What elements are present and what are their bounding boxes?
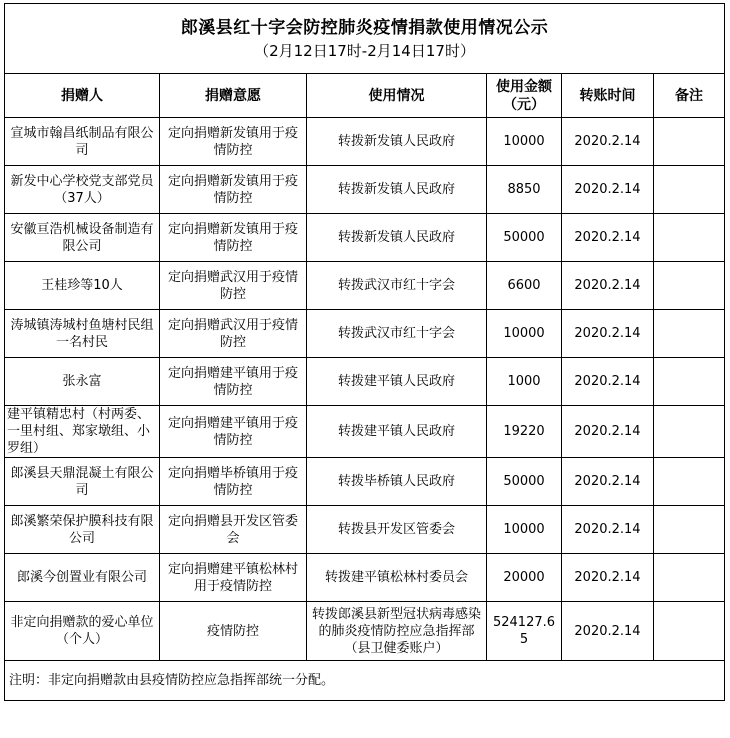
amount-cell: 10000: [487, 118, 562, 166]
note-cell: [654, 602, 725, 661]
date-cell: 2020.2.14: [562, 554, 654, 602]
date-cell: 2020.2.14: [562, 166, 654, 214]
note-cell: [654, 554, 725, 602]
header-row: [5, 74, 725, 118]
column-header-donor: 捐赠人: [5, 74, 160, 118]
note-cell: [654, 458, 725, 506]
date-cell: 2020.2.14: [562, 602, 654, 661]
amount-cell: 50000: [487, 214, 562, 262]
amount-cell: 524127.65: [487, 602, 562, 661]
amount-cell: 50000: [487, 458, 562, 506]
intent-cell: 疫情防控: [160, 602, 307, 661]
donor-cell: 非定向捐赠款的爱心单位（个人）: [5, 602, 160, 661]
table-row: [5, 214, 725, 262]
table-row: [5, 458, 725, 506]
amount-cell: 1000: [487, 358, 562, 406]
note-cell: [654, 358, 725, 406]
donor-cell: 宣城市翰昌纸制品有限公司: [5, 118, 160, 166]
date-cell: 2020.2.14: [562, 262, 654, 310]
usage-cell: 转拨建平镇人民政府: [307, 406, 487, 458]
table-row: [5, 554, 725, 602]
column-header-usage: 使用情况: [307, 74, 487, 118]
table-row: [5, 166, 725, 214]
usage-cell: 转拨建平镇人民政府: [307, 358, 487, 406]
date-cell: 2020.2.14: [562, 310, 654, 358]
intent-cell: 定向捐赠武汉用于疫情防控: [160, 310, 307, 358]
donor-cell: 郎溪县天鼎混凝土有限公司: [5, 458, 160, 506]
amount-cell: 20000: [487, 554, 562, 602]
date-cell: 2020.2.14: [562, 118, 654, 166]
date-cell: 2020.2.14: [562, 214, 654, 262]
page-title: 郎溪县红十字会防控肺炎疫情捐款使用情况公示: [180, 17, 549, 38]
table-row: [5, 406, 725, 458]
note-cell: [654, 506, 725, 554]
donation-table: [4, 3, 725, 701]
note-cell: [654, 166, 725, 214]
donor-cell: 郎溪今创置业有限公司: [5, 554, 160, 602]
table-row: [5, 262, 725, 310]
amount-cell: 8850: [487, 166, 562, 214]
date-cell: 2020.2.14: [562, 458, 654, 506]
footnote: 注明：非定向捐赠款由县疫情防控应急指挥部统一分配。: [5, 661, 725, 701]
donor-cell: 建平镇精忠村（村两委、一里村组、郑家墩组、小罗组）: [5, 406, 160, 458]
donor-cell: 涛城镇涛城村鱼塘村民组一名村民: [5, 310, 160, 358]
table-row: [5, 506, 725, 554]
donation-usage-notice: [4, 3, 725, 701]
donor-cell: 张永富: [5, 358, 160, 406]
intent-cell: 定向捐赠建平镇用于疫情防控: [160, 406, 307, 458]
note-cell: [654, 262, 725, 310]
column-header-note: 备注: [654, 74, 725, 118]
intent-cell: 定向捐赠新发镇用于疫情防控: [160, 166, 307, 214]
donor-cell: 郎溪繁荣保护膜科技有限公司: [5, 506, 160, 554]
table-row: [5, 310, 725, 358]
usage-cell: 转拨建平镇松林村委员会: [307, 554, 487, 602]
intent-cell: 定向捐赠毕桥镇用于疫情防控: [160, 458, 307, 506]
column-header-amount: 使用金额（元）: [487, 74, 562, 118]
intent-cell: 定向捐赠武汉用于疫情防控: [160, 262, 307, 310]
note-cell: [654, 118, 725, 166]
donor-cell: 安徽亘浩机械设备制造有限公司: [5, 214, 160, 262]
amount-cell: 19220: [487, 406, 562, 458]
amount-cell: 6600: [487, 262, 562, 310]
intent-cell: 定向捐赠建平镇松林村用于疫情防控: [160, 554, 307, 602]
usage-cell: 转拨新发镇人民政府: [307, 118, 487, 166]
table-row: [5, 358, 725, 406]
amount-cell: 10000: [487, 310, 562, 358]
note-cell: [654, 406, 725, 458]
donor-cell: 王桂珍等10人: [5, 262, 160, 310]
column-header-intent: 捐赠意愿: [160, 74, 307, 118]
usage-cell: 转拨武汉市红十字会: [307, 310, 487, 358]
usage-cell: 转拨武汉市红十字会: [307, 262, 487, 310]
note-cell: [654, 214, 725, 262]
date-cell: 2020.2.14: [562, 506, 654, 554]
title-cell: [5, 4, 725, 74]
usage-cell: 转拨县开发区管委会: [307, 506, 487, 554]
column-header-date: 转账时间: [562, 74, 654, 118]
intent-cell: 定向捐赠新发镇用于疫情防控: [160, 214, 307, 262]
table-row: [5, 602, 725, 661]
intent-cell: 定向捐赠建平镇用于疫情防控: [160, 358, 307, 406]
usage-cell: 转拨毕桥镇人民政府: [307, 458, 487, 506]
usage-cell: 转拨郎溪县新型冠状病毒感染的肺炎疫情防控应急指挥部（县卫健委账户）: [307, 602, 487, 661]
page-subtitle: （2月12日17时-2月14日17时）: [254, 41, 475, 60]
date-cell: 2020.2.14: [562, 358, 654, 406]
intent-cell: 定向捐赠县开发区管委会: [160, 506, 307, 554]
date-cell: 2020.2.14: [562, 406, 654, 458]
note-cell: [654, 310, 725, 358]
table-row: [5, 118, 725, 166]
amount-cell: 10000: [487, 506, 562, 554]
usage-cell: 转拨新发镇人民政府: [307, 214, 487, 262]
usage-cell: 转拨新发镇人民政府: [307, 166, 487, 214]
intent-cell: 定向捐赠新发镇用于疫情防控: [160, 118, 307, 166]
donor-cell: 新发中心学校党支部党员（37人）: [5, 166, 160, 214]
